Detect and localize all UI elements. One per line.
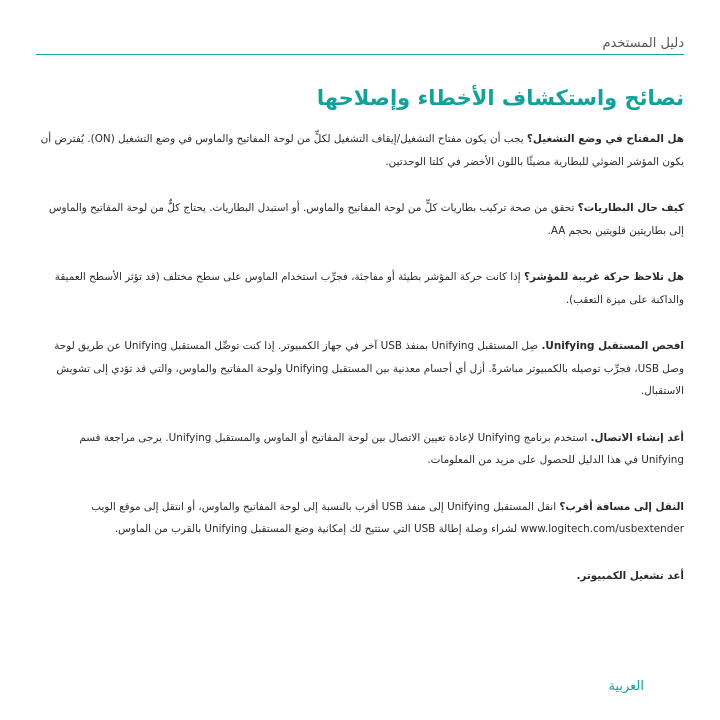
tip-body: استخدم برنامج Unifying لإعادة تعيين الاتصال بين لوحة المفاتيح أو الماوس والمستقبل Unifying. يرجى مراجعة قسم Unifying في هذا الدليل للحصول على مزيد من المعلومات.: [79, 431, 684, 466]
tip-check-receiver: [38, 335, 684, 403]
tip-body: تحقق من صحة تركيب بطاريات كلٍّ من لوحة المفاتيح والماوس. أو استبدل البطاريات. يحتاج كلٌّ من لوحة المفاتيح والماوس إلى بطاريتين قلويتين بحجم AA.: [48, 202, 684, 237]
section-label: دليل المستخدم: [602, 36, 684, 51]
tip-body: يجب أن يكون مفتاح التشغيل/إيقاف التشغيل لكلٍّ من لوحة المفاتيح والماوس في وضع التشغيل (ON). يُفترض أن يكون المؤشر الضوئي للبطارية مضيئًا باللون الأخضر في كلتا الوحدتين.: [40, 133, 684, 168]
tip-power-switch: [38, 128, 684, 173]
tip-lead: هل تلاحظ حركة غريبة للمؤشر؟: [524, 271, 684, 283]
tip-reconnect: [38, 427, 684, 472]
tip-restart: [38, 565, 684, 588]
tip-lead: أعد إنشاء الاتصال.: [590, 431, 684, 444]
header-divider: [36, 54, 684, 55]
page-title: نصائح واستكشاف الأخطاء وإصلاحها: [316, 86, 684, 110]
tip-cursor-movement: [38, 266, 684, 311]
language-label: العربية: [608, 679, 644, 694]
tip-lead: أعد تشغيل الكمبيوتر.: [576, 569, 684, 582]
tip-batteries: [38, 197, 684, 242]
tips-list: [38, 128, 684, 611]
tip-lead: النقل إلى مسافة أقرب؟: [559, 500, 684, 513]
tip-body: إذا كانت حركة المؤشر بطيئة أو مفاجئة، فجرِّب استخدام الماوس على سطح مختلف (قد تؤثر الأسطح العميقة والداكنة على ميزة التعقب).: [54, 271, 684, 306]
tip-move-closer: [38, 496, 684, 541]
tip-lead: هل المفتاح في وضع التشغيل؟: [526, 133, 684, 145]
tip-lead: كيف حال البطاريات؟: [577, 202, 684, 214]
tip-lead: افحص المستقبل Unifying.: [541, 340, 684, 352]
tip-body: انقل المستقبل Unifying إلى منفذ USB أقرب بالنسبة إلى لوحة المفاتيح والماوس، أو انتقل إلى موقع الويب www.logitech.com/usbextender لشراء وصلة إطالة USB التي ستتيح لك إمكانية وضع المستقبل Unifying بالقرب من الماوس.: [91, 500, 684, 535]
tip-body: صِل المستقبل Unifying بمنفذ USB آخر في جهاز الكمبيوتر. إذا كنت توصِّل المستقبل Unifying عن طريق لوحة وصل USB، فجرِّب توصيله بالكمبيوتر مباشرةً. أزل أي أجسام معدنية بين المستقبل Unifying ولوحة المفاتيح والماوس، والتي قد تؤدي إلى تشويش الاستقبال.: [54, 340, 684, 397]
